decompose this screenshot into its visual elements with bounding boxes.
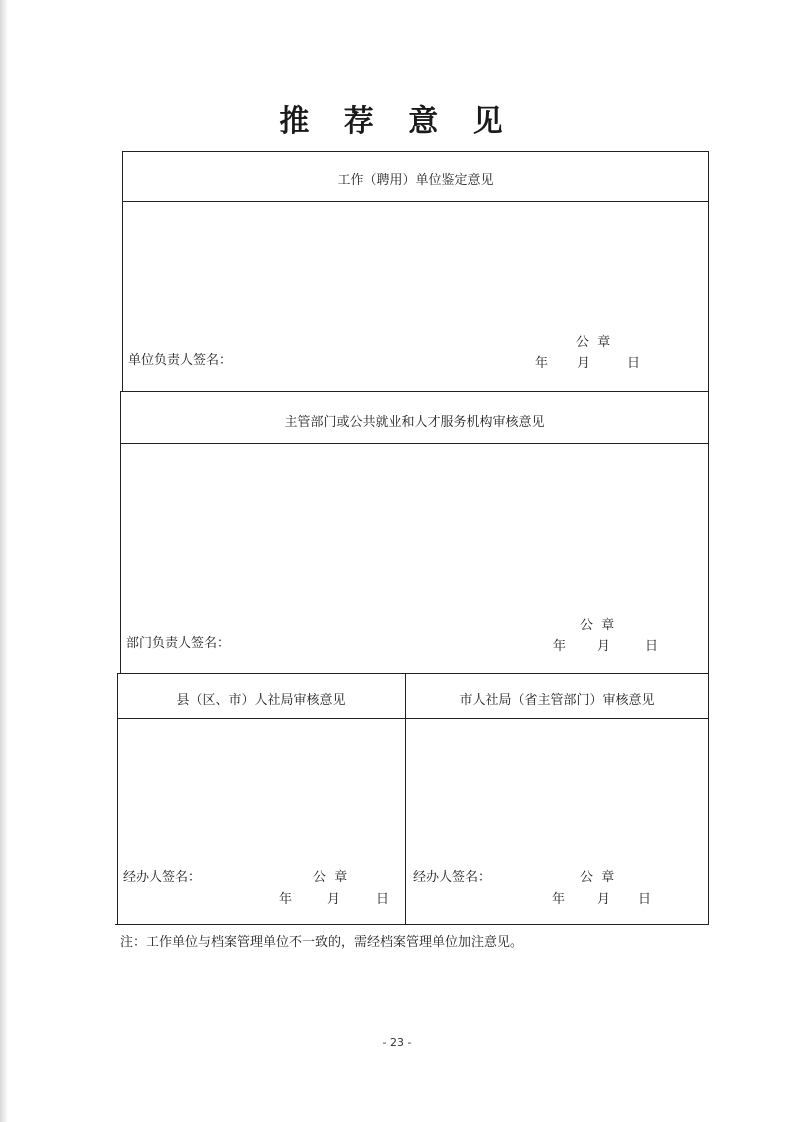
section2-header: 主管部门或公共就业和人才服务机构审核意见 — [284, 415, 545, 430]
table-left-border-2 — [120, 391, 121, 674]
section3-right-header: 市人社局（省主管部门）审核意见 — [459, 693, 655, 708]
section2-seal-label: 公 章 — [580, 618, 615, 633]
page-edge-shadow — [0, 0, 8, 1122]
section1-bottom-border — [120, 391, 709, 392]
footnote: 注：工作单位与档案管理单位不一致的，需经档案管理单位加注意见。 — [120, 935, 524, 950]
section2-month-label: 月 — [597, 639, 611, 654]
table-right-border — [708, 151, 709, 925]
section1-header-divider — [122, 201, 709, 202]
section3-right-day-label: 日 — [638, 892, 652, 907]
section1-seal-label: 公 章 — [576, 335, 611, 350]
section3-left-seal-label: 公 章 — [313, 870, 348, 885]
section3-right-signature-label: 经办人签名： — [413, 870, 492, 885]
section1-header: 工作（聘用）单位鉴定意见 — [337, 173, 494, 188]
section3-left-year-label: 年 — [279, 892, 293, 907]
section1-month-label: 月 — [577, 356, 591, 371]
section3-left-signature-label: 经办人签名： — [123, 870, 202, 885]
page-title: 推 荐 意 见 — [279, 104, 515, 139]
section3-right-seal-label: 公 章 — [580, 870, 615, 885]
section3-left-month-label: 月 — [327, 892, 341, 907]
section1-year-label: 年 — [535, 356, 549, 371]
section1-day-label: 日 — [627, 356, 641, 371]
page-number: - 23 - — [382, 1036, 412, 1049]
section3-column-divider — [405, 673, 406, 925]
table-border-top — [122, 151, 709, 152]
section2-bottom-border — [117, 673, 709, 674]
section2-day-label: 日 — [645, 639, 659, 654]
section2-signature-label: 部门负责人签名： — [126, 636, 231, 651]
section2-year-label: 年 — [553, 639, 567, 654]
section3-header-divider — [117, 718, 709, 719]
table-left-border-3 — [117, 673, 118, 925]
table-bottom-border — [115, 924, 709, 925]
section3-left-header: 县（区、市）人社局审核意见 — [176, 693, 346, 708]
section1-signature-label: 单位负责人签名： — [128, 353, 233, 368]
section3-left-day-label: 日 — [376, 892, 390, 907]
section3-right-month-label: 月 — [597, 892, 611, 907]
section2-header-divider — [120, 443, 709, 444]
section3-right-year-label: 年 — [552, 892, 566, 907]
